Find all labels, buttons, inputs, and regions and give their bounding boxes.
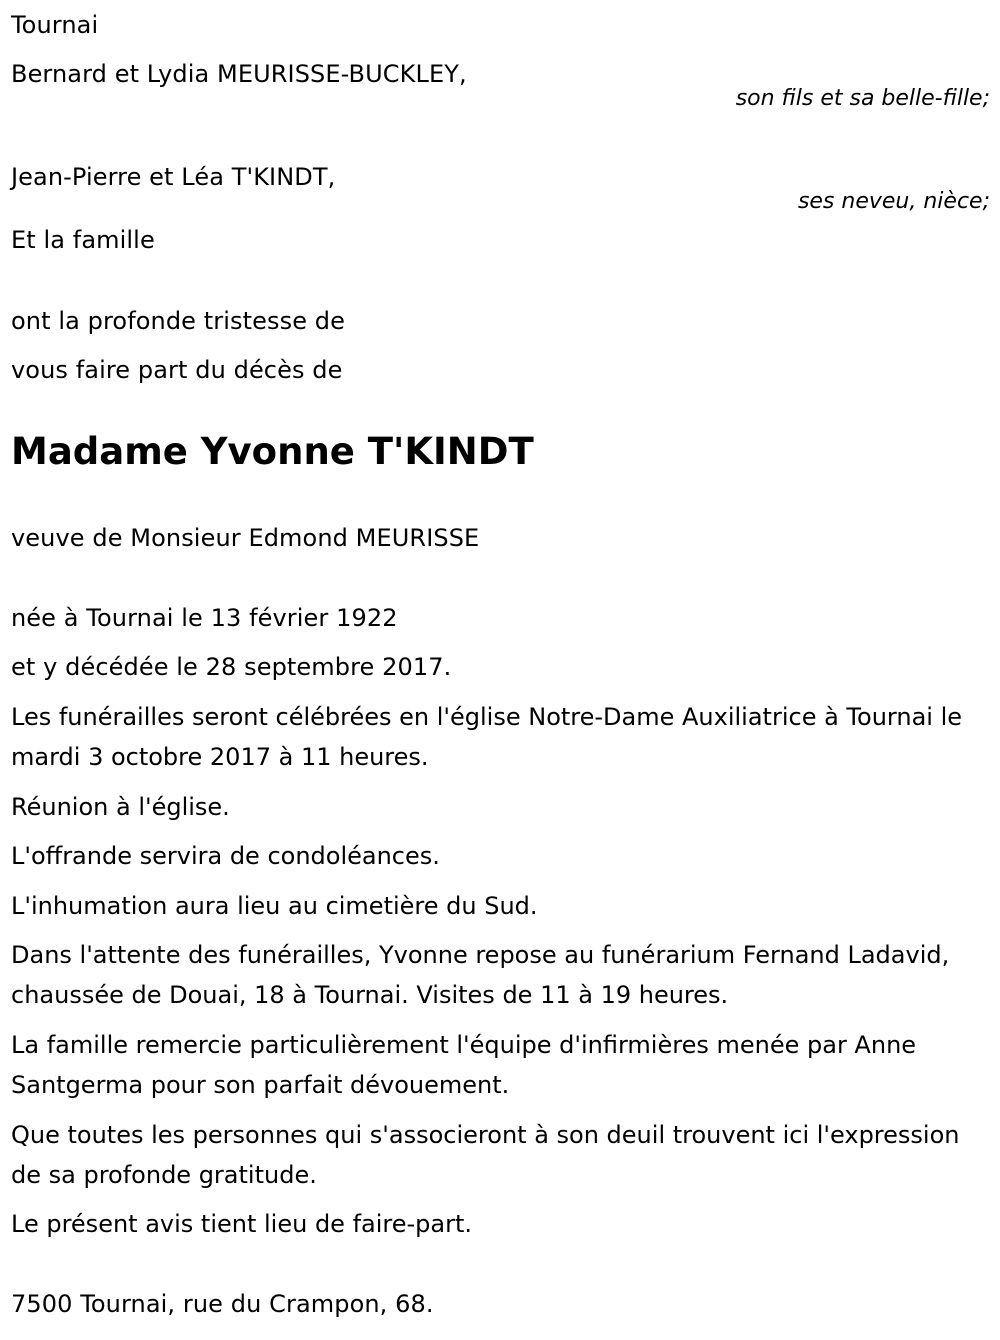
detail-burial: L'inhumation aura lieu au cimetière du Sud. xyxy=(11,892,538,920)
detail-notice: Le présent avis tient lieu de faire-part. xyxy=(11,1210,473,1238)
family-member-3-names: Et la famille xyxy=(11,226,155,254)
detail-funerarium: Dans l'attente des funérailles, Yvonne repose au funérarium Fernand Ladavid, chaussée de Douai, 18 à Tournai. Visites de 11 à 19 heures. xyxy=(11,941,950,1009)
death-info: et y décédée le 28 septembre 2017. xyxy=(11,653,452,681)
detail-meeting: Réunion à l'église. xyxy=(11,793,230,821)
detail-funeral: Les funérailles seront célébrées en l'église Notre-Dame Auxiliatrice à Tournai le mardi 3 octobre 2017 à 11 heures. xyxy=(11,703,962,771)
family-member-1-names: Bernard et Lydia MEURISSE-BUCKLEY, xyxy=(11,60,467,88)
header-city: Tournai xyxy=(11,11,99,39)
widow-of: veuve de Monsieur Edmond MEURISSE xyxy=(11,524,480,552)
detail-thanks: La famille remercie particulièrement l'équipe d'infirmières menée par Anne Santgerma pour son parfait dévouement. xyxy=(11,1031,917,1099)
family-member-2-relation: ses neveu, nièce; xyxy=(797,189,990,214)
announcement-line-2: vous faire part du décès de xyxy=(11,356,343,384)
detail-offering: L'offrande servira de condoléances. xyxy=(11,842,440,870)
family-member-2-names: Jean-Pierre et Léa T'KINDT, xyxy=(11,163,336,191)
birth-info: née à Tournai le 13 février 1922 xyxy=(11,604,398,632)
family-member-1-relation: son fils et sa belle-fille; xyxy=(735,86,990,111)
address: 7500 Tournai, rue du Crampon, 68. xyxy=(11,1290,434,1318)
detail-gratitude: Que toutes les personnes qui s'associeront à son deuil trouvent ici l'expression de sa profonde gratitude. xyxy=(11,1121,960,1189)
announcement-line-1: ont la profonde tristesse de xyxy=(11,307,345,335)
deceased-name: Madame Yvonne T'KINDT xyxy=(11,430,534,473)
